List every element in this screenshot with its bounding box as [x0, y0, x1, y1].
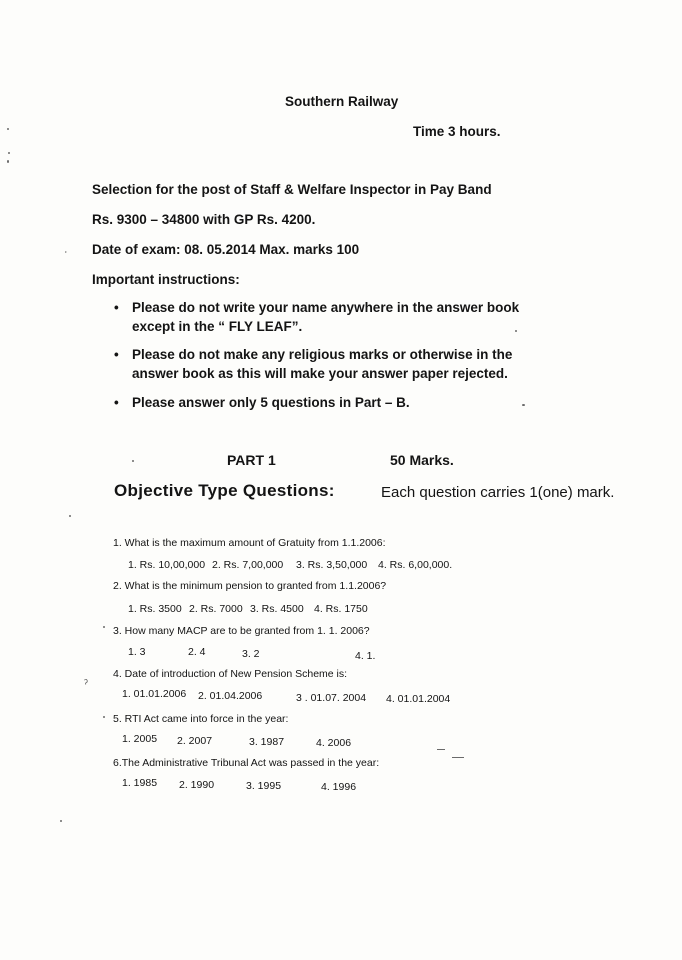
instruction-item	[114, 393, 410, 412]
instruction-item	[114, 298, 519, 336]
option: 2. 4	[188, 646, 206, 658]
option: 1. 01.01.2006	[122, 688, 187, 700]
scan-speck	[7, 160, 9, 163]
part-marks: 50 Marks.	[390, 452, 454, 468]
question-text: 4. Date of introduction of New Pension Scheme is:	[113, 668, 348, 680]
exam-date-line: Date of exam: 08. 05.2014 Max. marks 100	[92, 242, 360, 257]
option: 1. 1985	[122, 777, 158, 789]
section-title: Objective Type Questions:	[114, 481, 335, 500]
option: 3. 2	[242, 648, 260, 660]
option: 1. 2005	[122, 733, 158, 745]
exam-duration: Time 3 hours.	[413, 124, 501, 139]
question-text: 2. What is the minimum pension to granted from 1.1.2006?	[113, 580, 387, 592]
option: 2. 01.04.2006	[198, 690, 263, 702]
scan-speck	[7, 128, 9, 130]
scan-speck	[69, 515, 71, 517]
option: 3. 1995	[246, 780, 282, 792]
option: 4. Rs. 6,00,000.	[378, 559, 453, 571]
option: 2. Rs. 7,00,000	[212, 559, 284, 571]
scan-speck	[103, 626, 105, 628]
pay-band-line: Rs. 9300 – 34800 with GP Rs. 4200.	[92, 212, 316, 227]
scan-speck	[8, 152, 10, 154]
option: 4. 1.	[355, 650, 376, 662]
option: 1. 3	[128, 646, 146, 658]
question-text: 6.The Administrative Tribunal Act was passed in the year:	[113, 757, 380, 769]
instruction-text-continued: except in the “ FLY LEAF”.	[132, 319, 303, 334]
scan-speck	[103, 716, 105, 718]
scan-speck	[452, 757, 464, 758]
question-text: 3. How many MACP are to be granted from 1. 1. 2006?	[113, 625, 370, 637]
bullet-icon: •	[114, 347, 119, 362]
scan-mark-icon: ʾ	[64, 250, 68, 262]
question-text: 1. What is the maximum amount of Gratuity from 1.1.2006:	[113, 537, 386, 549]
option: 4. 01.01.2004	[386, 693, 451, 705]
option: 4. Rs. 1750	[314, 603, 368, 615]
option: 1. Rs. 10,00,000	[128, 559, 206, 571]
scan-speck	[132, 460, 134, 462]
scan-speck	[437, 749, 445, 750]
scan-speck	[515, 330, 517, 332]
option: 2. 2007	[177, 735, 213, 747]
scan-speck	[60, 820, 62, 822]
option: 2. 1990	[179, 779, 215, 791]
option: 3. 1987	[249, 736, 285, 748]
part-label: PART 1	[227, 452, 276, 468]
bullet-icon: •	[114, 300, 119, 315]
section-note: Each question carries 1(one) mark.	[381, 484, 615, 501]
option: 3. Rs. 4500	[250, 603, 304, 615]
instruction-text-continued: answer book as this will make your answer paper rejected.	[132, 366, 508, 381]
option: 2. Rs. 7000	[189, 603, 243, 615]
scan-speck	[522, 404, 525, 406]
instruction-text: Please do not make any religious marks or otherwise in the	[132, 347, 513, 362]
question-text: 5. RTI Act came into force in the year:	[113, 713, 289, 725]
option: 3. Rs. 3,50,000	[296, 559, 368, 571]
instruction-text: Please do not write your name anywhere in the answer book	[132, 300, 520, 315]
bullet-icon: •	[114, 395, 119, 410]
post-selection-line: Selection for the post of Staff & Welfare Inspector in Pay Band	[92, 182, 492, 197]
option: 3 . 01.07. 2004	[296, 692, 367, 704]
instruction-text: Please answer only 5 questions in Part – B.	[132, 395, 410, 410]
option: 4. 2006	[316, 737, 352, 749]
scan-mark-icon: ˀ	[84, 678, 88, 690]
option: 4. 1996	[321, 781, 357, 793]
org-title: Southern Railway	[285, 94, 399, 109]
instructions-heading: Important instructions:	[92, 272, 240, 287]
instruction-item	[114, 345, 512, 383]
option: 1. Rs. 3500	[128, 603, 182, 615]
